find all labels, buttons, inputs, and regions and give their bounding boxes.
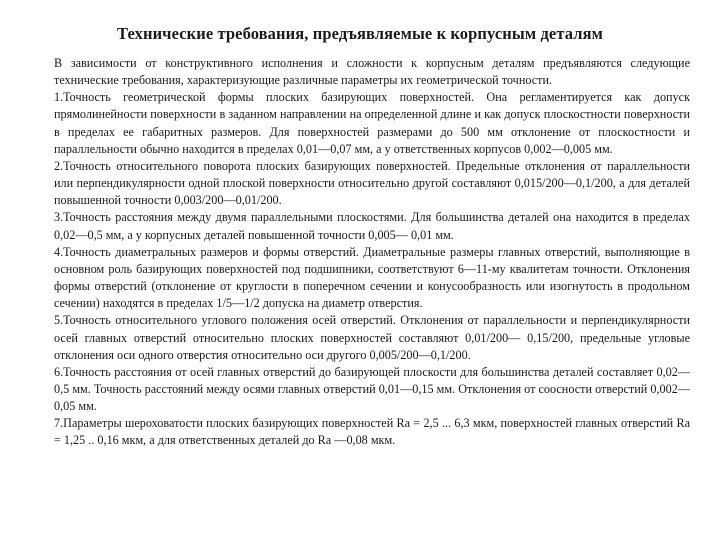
- intro-paragraph: В зависимости от конструктивного исполнения и сложности к корпусным деталям предъявляются следующие технические требования, характеризующие различные параметры их геометрической точности.: [54, 56, 690, 88]
- page-title: Технические требования, предъявляемые к корпусным деталям: [117, 24, 603, 43]
- requirement-6: 6.Точность расстояния от осей главных отверстий до базирующей плоскости для большинства деталей составляет 0,02— 0,5 мм. Точность расстояний между осями главных отверстий 0,01—0,15 мм. Отклонения от соосности отверстий 0,002—0,05 мм.: [54, 364, 690, 414]
- requirement-5: 5.Точность относительного углового положения осей отверстий. Отклонения от параллельности и перпендикулярности осей главных отверстий относительно плоских поверхностей составляют 0,01/200— 0,15/200, предельные угловые отклонения оси одного отверстия относительно оси другого 0,005/200—0,1/200.: [54, 313, 690, 362]
- content-body: [54, 55, 690, 450]
- requirement-2: 2.Точность относительного поворота плоских базирующих поверхностей. Предельные отклонения от параллельности или перпендикулярности одной плоской поверхности относительно другой составляют 0,015/200—0,1/200, а для деталей повышенной точности 0,003/200—0,01/200.: [54, 158, 690, 208]
- requirement-4: 4.Точность диаметральных размеров и формы отверстий. Диаметральные размеры главных отверстий, выполняющие в основном роль базирующих поверхностей под подшипники, соответствуют 6—11-му квалитетам точности. Отклонения формы отверстий (отклонение от круглости в поперечном сечении и конусообразность или изогнутость в продольном сечении) находятся в пределах 1/5—1/2 допуска на диаметр отверстия.: [54, 244, 690, 311]
- requirement-7: 7.Параметры шероховатости плоских базирующих поверхностей Ra = 2,5 ... 6,3 мкм, поверхностей главных отверстий Ra = 1,25 .. 0,16 мкм, а для ответственных деталей до Ra —0,08 мкм.: [54, 416, 690, 448]
- requirement-1: 1.Точность геометрической формы плоских базирующих поверхностей. Она регламентируется как допуск прямолинейности поверхности в заданном направлении на определенной длине и как допуск плоскостности поверхности в пределах ее габаритных размеров. Для поверхностей размерами до 500 мм отклонение от плоскостности и параллельности обычно находится в пределах 0,01—0,07 мм, а у ответственных корпусов 0,002—0,005 мм.: [54, 90, 690, 156]
- requirement-3: 3.Точность расстояния между двумя параллельными плоскостями. Для большинства деталей она находится в пределах 0,02—0,5 мм, а у корпусных деталей повышенной точности 0,005— 0,01 мм.: [54, 210, 690, 242]
